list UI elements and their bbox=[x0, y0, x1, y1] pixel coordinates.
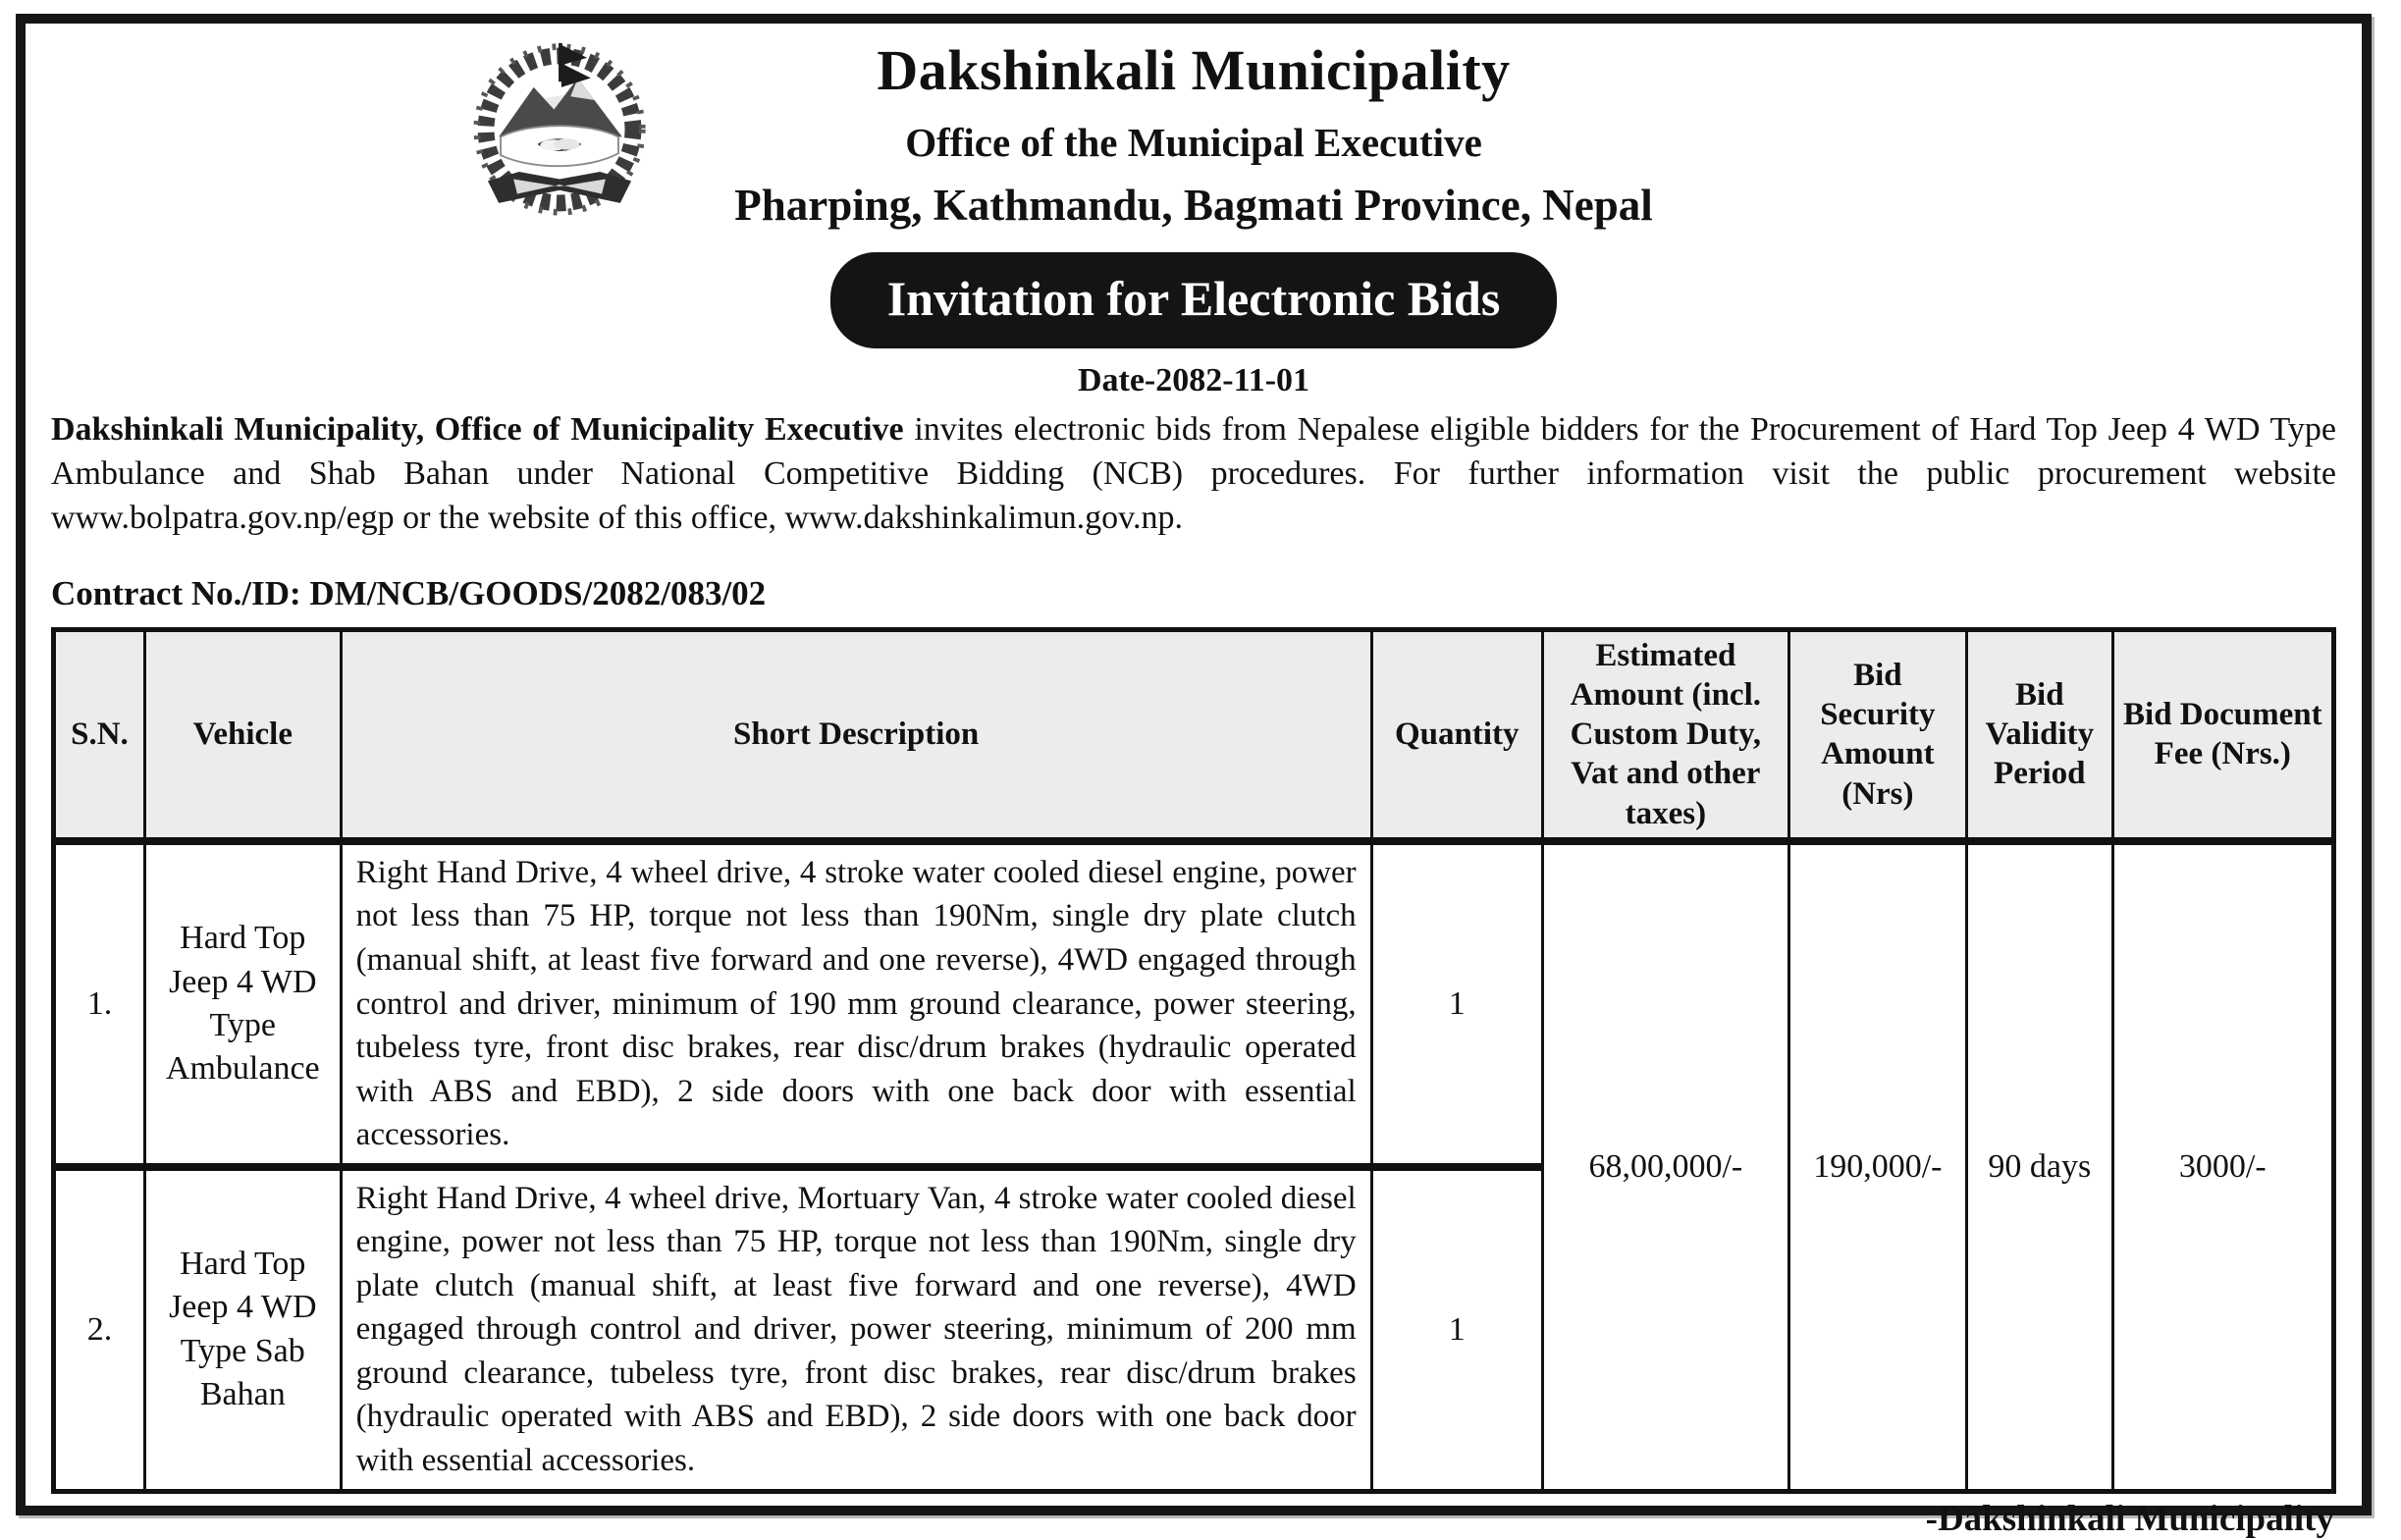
col-header-quantity: Quantity bbox=[1371, 629, 1542, 841]
row2-description: Right Hand Drive, 4 wheel drive, Mortuary Van, 4 stroke water cooled diesel engine, power not less than 75 HP, torque not less than 190Nm, single dry plate clutch (manual shift, at least five forward and one reverse), 4WD engaged through control and driver, power steering, minimum of 200 mm ground clearance, tubeless tyre, front disc brakes, rear disc/drum brakes (hydraulic operated with ABS and EBD), 2 side doors with one back door with essential accessories. bbox=[341, 1167, 1371, 1491]
address-line: Pharping, Kathmandu, Bagmati Province, Nepal bbox=[734, 181, 1653, 230]
bid-security-amount-cell: 190,000/- bbox=[1788, 841, 1966, 1491]
intro-body-text: invites electronic bids from Nepalese eligible bidders for the Procurement of Hard Top Jeep 4 WD Type Ambulance and Shab Bahan under National Competitive Bidding (NCB) procedures. For further information visit the public procurement website www.bolpatra.gov.np/egp or the website of this office, www.dakshinkalimun.gov.np. bbox=[51, 411, 2337, 537]
emblem-hand-right bbox=[554, 138, 579, 149]
row1-description: Right Hand Drive, 4 wheel drive, 4 stroke water cooled diesel engine, power not less than 75 HP, torque not less than 190Nm, single dry plate clutch (manual shift, at least five forward and one reverse), 4WD engaged through control and driver, minimum of 190 mm ground clearance, power steering, tubeless tyre, front disc brakes, rear disc/drum brakes (hydraulic operated with ABS and EBD), 2 side doors with one back door with essential accessories. bbox=[341, 841, 1371, 1167]
row1-quantity: 1 bbox=[1371, 841, 1542, 1167]
col-header-sn: S.N. bbox=[54, 629, 145, 841]
notice-sheet bbox=[16, 14, 2372, 1539]
row2-vehicle: Hard Top Jeep 4 WD Type Sab Bahan bbox=[144, 1167, 341, 1491]
municipality-title: Dakshinkali Municipality bbox=[877, 38, 1511, 102]
row2-quantity: 1 bbox=[1371, 1167, 1542, 1491]
contract-id-line: Contract No./ID: DM/NCB/GOODS/2082/083/02 bbox=[51, 573, 767, 612]
date-line: Date-2082-11-01 bbox=[1077, 362, 1310, 398]
bid-document-fee-cell: 3000/- bbox=[2112, 841, 2333, 1491]
signature-line: -Dakshinkali Municipality bbox=[1925, 1498, 2334, 1539]
table-row bbox=[54, 841, 2334, 1167]
col-header-document-fee: Bid Document Fee (Nrs.) bbox=[2112, 629, 2333, 841]
bid-validity-period-cell: 90 days bbox=[1966, 841, 2112, 1491]
intro-paragraph bbox=[51, 407, 2336, 541]
col-header-description: Short Description bbox=[341, 629, 1371, 841]
masthead bbox=[51, 29, 2336, 399]
col-header-vehicle: Vehicle bbox=[144, 629, 341, 841]
row1-vehicle: Hard Top Jeep 4 WD Type Ambulance bbox=[144, 841, 341, 1167]
bids-table bbox=[51, 627, 2336, 1494]
row1-sn: 1. bbox=[54, 841, 145, 1167]
col-header-estimated-amount: Estimated Amount (incl. Custom Duty, Vat and other taxes) bbox=[1542, 629, 1788, 841]
col-header-bid-validity: Bid Validity Period bbox=[1966, 629, 2112, 841]
table-header-row bbox=[54, 629, 2334, 841]
estimated-amount-cell: 68,00,000/- bbox=[1542, 841, 1788, 1491]
invitation-banner: Invitation for Electronic Bids bbox=[830, 252, 1558, 348]
col-header-bid-security: Bid Security Amount (Nrs) bbox=[1788, 629, 1966, 841]
intro-bold-lead: Dakshinkali Municipality, Office of Municipality Executive bbox=[51, 411, 904, 448]
office-subtitle: Office of the Municipal Executive bbox=[905, 120, 1482, 165]
municipality-emblem-logo bbox=[446, 41, 673, 216]
row2-sn: 2. bbox=[54, 1167, 145, 1491]
